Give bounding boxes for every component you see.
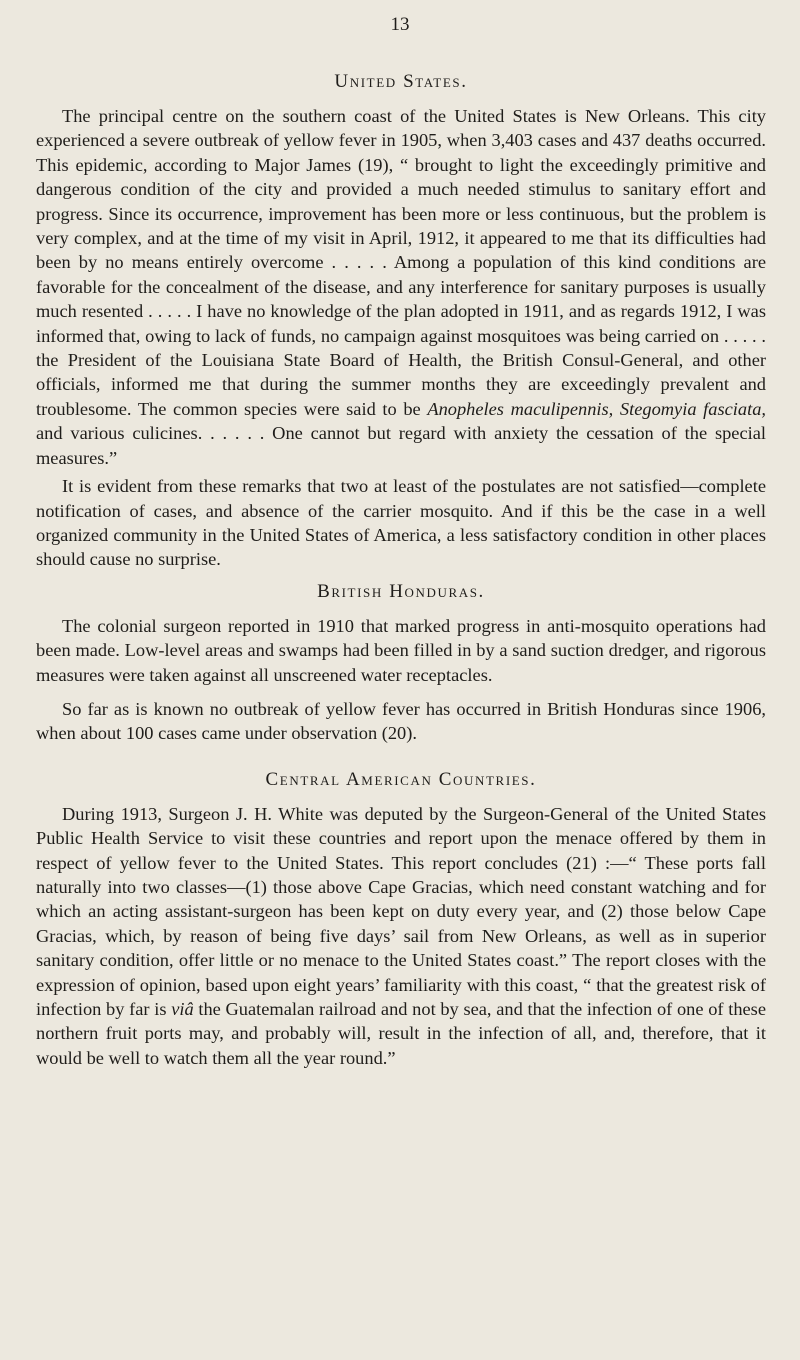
heading-united-states: United States. (334, 71, 468, 92)
page-content (36, 70, 766, 1070)
paragraph-us-1-text: The principal centre on the southern coast of the United States is New Orleans. This city experienced a severe outbreak of yellow fever in 1905, when 3,403 cases and 437 deaths occurred. This epidemic, according to Major James (19), “ brought to light the exceedingly primitive and dangerous condition of the city and provided a much needed stimulus to sanitary effort and progress. Since its occurrence, improvement has been more or less continuous, but the problem is very complex, and at the time of my visit in April, 1912, it appeared to me that its difficulties had been by no means entirely overcome . . . . . Among a population of this kind conditions are favorable for the concealment of the disease, and any interference for sanitary purposes is usually much resented . . . . . I have no knowledge of the plan adopted in 1911, and as regards 1912, I was informed that, owing to lack of funds, no campaign against mosquitoes was being carried on . . . . . the President of the Louisiana State Board of Health, the British Consul-General, and other officials, informed me that during the summer months they are exceedingly prevalent and troublesome. The common species were said to be (36, 106, 766, 419)
heading-british-honduras: British Honduras. (317, 580, 485, 602)
paragraph-us-2: It is evident from these remarks that two at least of the postulates are not satisfied—complete notification of cases, and absence of the carrier mosquito. And if this be the case in a well organized community in the United States of America, a less satisfactory condition in other places should cause no surprise. (36, 476, 766, 570)
paragraph-us-1 (36, 104, 766, 470)
paragraph-central-1-text: During 1913, Surgeon J. H. White was deputed by the Surgeon-General of the United States Public Health Service to visit these countries and report upon the menace offered by them in respect of yellow fever to the United States. This report concludes (21) :—“ These ports fall naturally into two classes—(1) those above Cape Gracias, which need constant watching and for which an acting assistant-surgeon has been kept on duty every year, and (2) those below Cape Gracias, which, by reason of being five days’ sail from New Orleans, as well as in superior sanitary condition, offer little or no menace to the United States coast.” The report closes with the expression of opinion, based upon eight years’ familiarity with this coast, “ that the greatest risk of infection by far is (36, 803, 766, 1019)
via-word: viâ (171, 999, 194, 1019)
paragraph-us-1-end: and various culicines. . . . . . One cannot but regard with anxiety the cessation of the special measures.” (36, 423, 766, 468)
page-number: 13 (390, 14, 410, 35)
paragraph-honduras-1: The colonial surgeon reported in 1910 that marked progress in anti-mosquito operations had been made. Low-level areas and swamps had been filled in by a sand suction dredger, and rigorous measures were taken against all unscreened water receptacles. (36, 615, 766, 685)
paragraph-central-1-end: the Guatemalan railroad and not by sea, and that the infection of one of these northern fruit ports may, and probably will, result in the infection of all, and, therefore, that it would be well to watch them all the year round.” (36, 999, 766, 1068)
paragraph-honduras-2: So far as is known no outbreak of yellow fever has occurred in British Honduras since 1906, when about 100 cases came under observation (20). (36, 698, 766, 744)
paragraph-central-1 (36, 802, 766, 1070)
heading-central-american: Central American Countries. (265, 768, 537, 790)
species-names: Anopheles maculipennis, Stegomyia fasciata, (427, 398, 766, 419)
